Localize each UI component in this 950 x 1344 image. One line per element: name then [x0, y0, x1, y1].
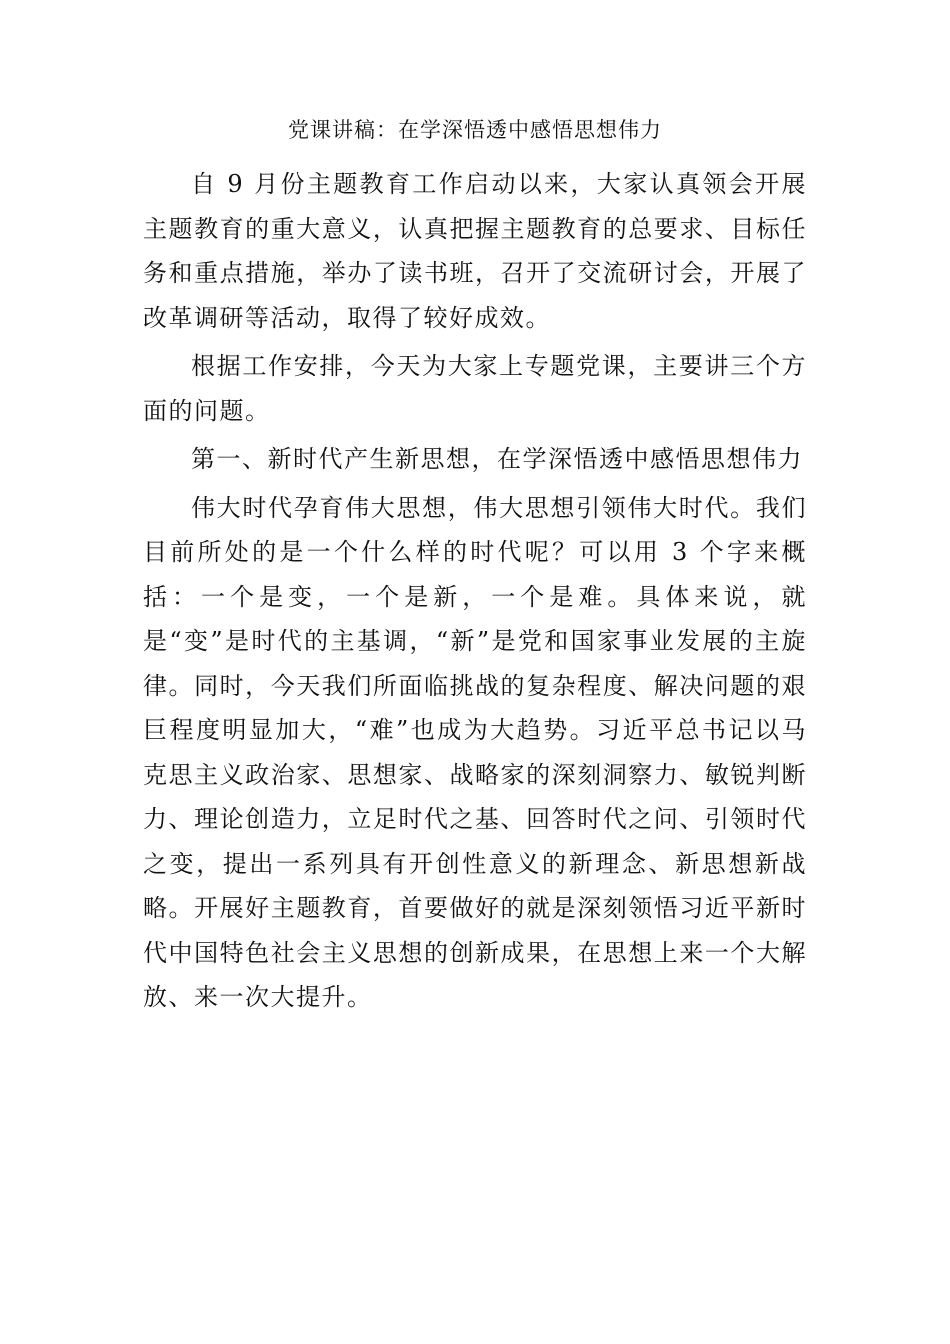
- paragraph-arrangement: 根据工作安排，今天为大家上专题党课，主要讲三个方面的问题。: [143, 352, 807, 425]
- paragraph-great-era: 伟大时代孕育伟大思想，伟大思想引领伟大时代。我们目前所处的是一个什么样的时代呢？可以用 3 个字来概括：一个是变，一个是新，一个是难。具体来说，就是“变”是时代的主基调，“新”是党和国家事业发展的主旋律。同时，今天我们所面临挑战的复杂程度、解决问题的艰巨程度明显加大，“难”也成为大趋势。习近平总书记以马克思主义政治家、思想家、战略家的深刻洞察力、敏锐判断力、理论创造力，立足时代之基、回答时代之问、引领时代之变，提出一系列具有开创性意义的新理念、新思想新战略。开展好主题教育，首要做好的就是深刻领悟习近平新时代中国特色社会主义思想的创新成果，在思想上来一个大解放、来一次大提升。: [143, 493, 807, 1011]
- document-body: [143, 162, 807, 1024]
- section-heading-first: 第一、新时代产生新思想，在学深悟透中感悟思想伟力: [191, 445, 803, 473]
- document-title: 党课讲稿：在学深悟透中感悟思想伟力: [288, 118, 662, 142]
- paragraph-intro: 自 9 月份主题教育工作启动以来，大家认真领会开展主题教育的重大意义，认真把握主题教育的总要求、目标任务和重点措施，举办了读书班，召开了交流研讨会，开展了改革调研等活动，取得了较好成效。: [143, 170, 807, 332]
